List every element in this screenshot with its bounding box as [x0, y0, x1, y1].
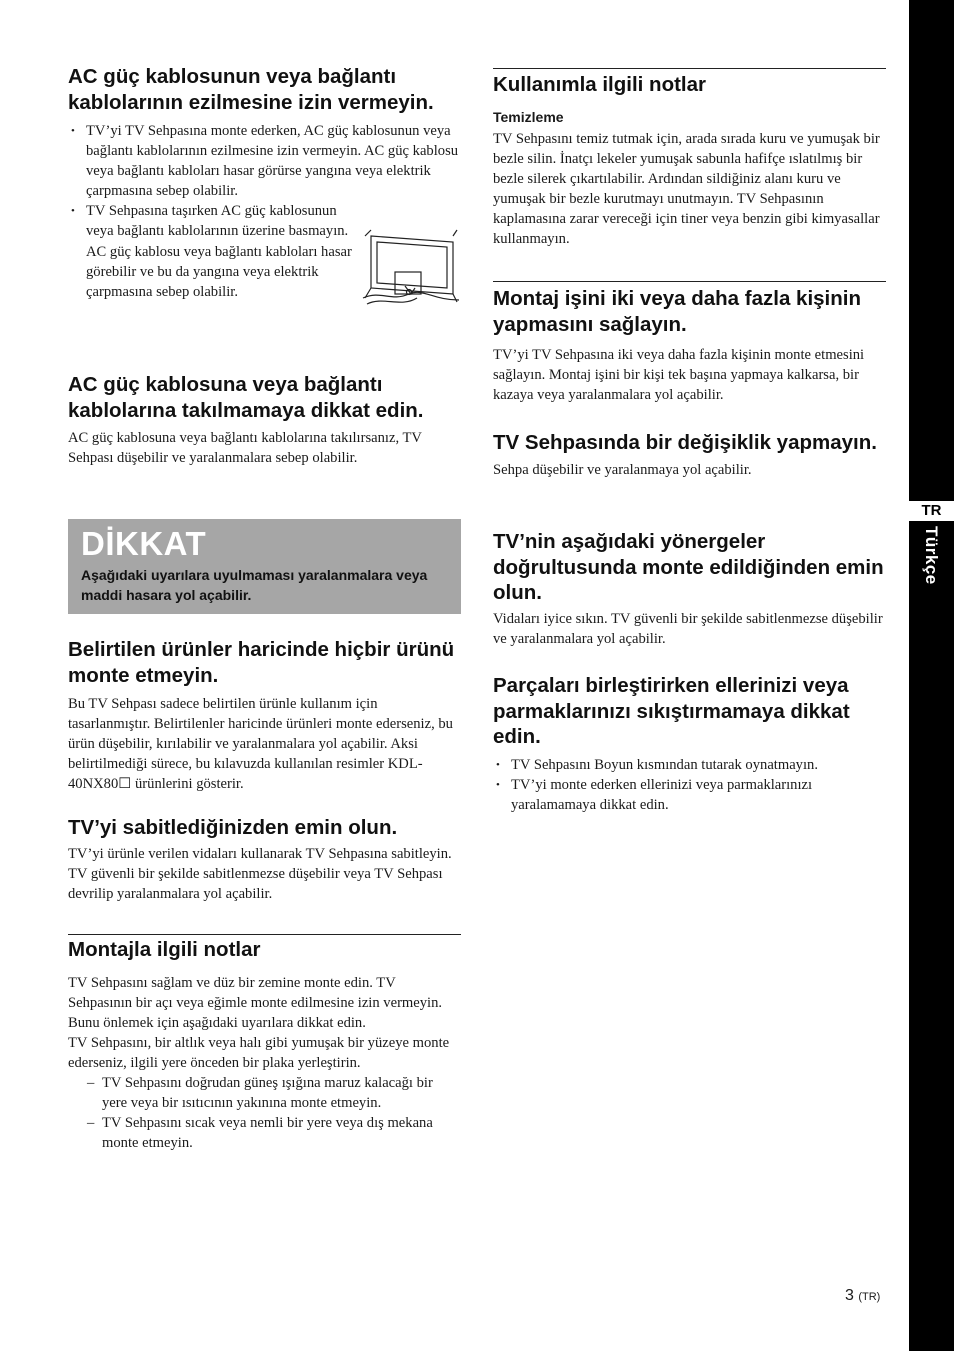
section-body: TV Sehpasını, bir altlık veya halı gibi yumuşak bir yüzeye monte ederseniz, ilgili yere önceden bir plaka yerleştirin. — [68, 1034, 450, 1071]
list-item: – TV Sehpasını sıcak veya nemli bir yere veya dış mekana monte etmeyin. — [68, 1113, 461, 1153]
section-heading: TV’nin aşağıdaki yönergeler doğrultusunda monte edildiğinden emin olun. — [493, 530, 884, 604]
section-mount-guidelines — [493, 529, 886, 649]
section-heading: Kullanımla ilgili notlar — [493, 73, 706, 96]
section-pinch-hazard — [493, 673, 886, 815]
section-secure-tv — [68, 815, 461, 904]
language-sidebar — [909, 0, 954, 1351]
section-body: Vidaları iyice sıkın. TV güvenli bir şekilde sabitlenmezse düşebilir ve yaralanmalara yol açabilir. — [493, 610, 883, 647]
section-heading: Montaj işini iki veya daha fazla kişinin yapmasını sağlayın. — [493, 287, 861, 336]
section-heading: Parçaları birleştirirken ellerinizi veya parmaklarınızı sıkıştırmamaya dikkat edin. — [493, 674, 850, 748]
bullet-list — [493, 755, 886, 815]
page-number — [845, 1287, 905, 1305]
page-number-value: 3 — [845, 1287, 854, 1304]
caution-text: Aşağıdaki uyarılara uyulmaması yaralanmalara veya maddi hasara yol açabilir. — [81, 567, 428, 603]
section-body: AC güç kablosuna veya bağlantı kablolarına takılırsanız, TV Sehpası düşebilir ve yaralanmalara sebep olabilir. — [68, 430, 422, 467]
section-two-people — [493, 281, 886, 405]
section-body: TV’yi ürünle verilen vidaları kullanarak TV Sehpasına sabitleyin. TV güvenli bir şekilde sabitlenmezse düşebilir veya TV Sehpası devrilip yaralanmalara yol açabilir. — [68, 845, 452, 902]
section-heading: AC güç kablosuna veya bağlantı kablolarına takılmamaya dikkat edin. — [68, 373, 424, 422]
section-heading: Montajla ilgili notlar — [68, 938, 261, 961]
section-heading: Belirtilen ürünler haricinde hiçbir ürünü monte etmeyin. — [68, 638, 455, 687]
caution-box — [68, 519, 461, 614]
section-cable-crush — [68, 64, 461, 302]
section-body: TV Sehpasını sağlam ve düz bir zemine monte edin. TV Sehpasının bir açı veya eğimle monte edilmesine izin vermeyin. Bunu önlemek için aşağıdaki uyarılara dikkat edin. — [68, 974, 443, 1031]
list-item: • TV Sehpasına taşırken AC güç kablosunun veya bağlantı kablolarının üzerine basmayın. AC güç kablosu veya bağlantı kabloları hasar görebilir ve bu da yangına veya elektrik çarpmasına sebep olabilir. — [68, 201, 356, 301]
section-subheading: Temizleme — [493, 108, 564, 125]
language-label: Türkçe — [922, 526, 941, 585]
language-tab: TR — [909, 501, 954, 521]
section-heading: TV Sehpasında bir değişiklik yapmayın. — [493, 431, 877, 454]
section-body: TV Sehpasını temiz tutmak için, arada sırada kuru ve yumuşak bir bezle silin. İnatçı lekeler yumuşak sabunla hafifçe ıslatılmış bir bezle silerek çıkartılabilir. Ardından sildiğiniz alanı kuru ve yumuşak bir bezle kurutmayı unutmayın. TV Sehpasının kaplamasına zarar vereceği için tiner veya benzin gibi kimyasallar kullanmayın. — [493, 130, 880, 247]
list-item: • TV’yi monte ederken ellerinizi veya parmaklarınızı yaralamamaya dikkat edin. — [493, 775, 886, 815]
list-item: • TV’yi TV Sehpasına monte ederken, AC güç kablosunun veya bağlantı kablolarının ezilmesine izin vermeyin. AC güç kablosu veya bağlantı kabloları hasar görürse yangına veya elektrik çarpmasına sebep olabilir. — [68, 121, 461, 201]
section-body: Sehpa düşebilir ve yaralanmaya yol açabilir. — [493, 461, 752, 478]
section-body: TV’yi TV Sehpasına iki veya daha fazla kişinin monte etmesini sağlayın. Montaj işini bir kişi tek başına yapmaya kalkarsa, bir kazaya veya yaralanmalara yol açabilir. — [493, 347, 865, 404]
dash-list — [68, 1073, 461, 1153]
section-heading: TV’yi sabitlediğinizden emin olun. — [68, 816, 398, 839]
caution-heading: DİKKAT — [81, 525, 207, 562]
section-specified-products — [68, 637, 461, 794]
section-heading: AC güç kablosunun veya bağlantı kablolarının ezilmesine izin vermeyin. — [68, 65, 434, 114]
section-usage-notes — [493, 68, 886, 249]
section-no-modification — [493, 430, 886, 480]
section-mounting-notes — [68, 934, 461, 1153]
list-item: • TV Sehpasını Boyun kısmından tutarak oynatmayın. — [493, 755, 886, 775]
section-trip-hazard — [68, 372, 461, 468]
tv-stand-cable-illustration — [361, 228, 461, 310]
section-body: Bu TV Sehpası sadece belirtilen ürünle kullanım için tasarlanmıştır. Belirtilenler haricinde ürünleri monte ederseniz, bu ürün düşebilir, kırılabilir ve yaralanmalara yol açabilir. Aksi belirtilmediği sürece, bu kılavuzda kullanılan resimler KDL-40NX80☐ ürünlerini gösterir. — [68, 696, 453, 793]
list-item: – TV Sehpasını doğrudan güneş ışığına maruz kalacağı bir yere veya bir ısıtıcının yakınına monte etmeyin. — [68, 1073, 461, 1113]
page-number-suffix: (TR) — [858, 1291, 881, 1303]
